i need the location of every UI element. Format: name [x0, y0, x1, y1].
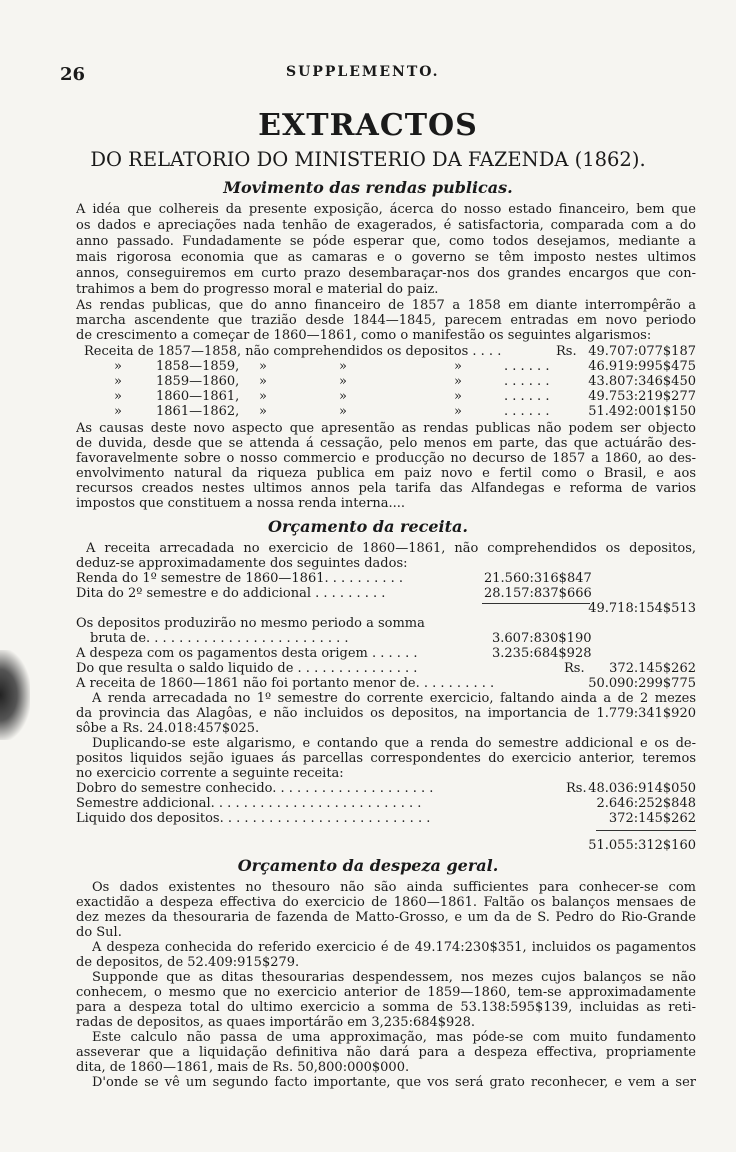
text-line: mais rigorosa economia que as camaras e o governo se têm imposto nestes ultimos: [76, 250, 696, 265]
text-line: A receita arrecadada no exercicio de 1860—1861, não comprehendidos os depositos,: [86, 541, 696, 556]
text-line: dita, de 1860—1861, mais de Rs. 50,800:000$000.: [76, 1060, 410, 1075]
running-title: SUPPLEMENTO.: [286, 64, 440, 80]
document-page: 26 SUPPLEMENTO. EXTRACTOS DO RELATORIO DO MINISTERIO DA FAZENDA (1862). Movimento das rendas publicas. A idéa que colhereis da presente exposição, ácerca do nosso estado financeiro, bem que os dados e apreciações nada tenhão de exagerados, é satisfactoria, comparada com a do anno passado. Fundadamente se póde esperar que, como todos desejamos, mediante a mais rigorosa economia que as camaras e o governo se têm imposto nestes ultimos annos, conseguiremos em curto prazo desembaraçar-nos dos grandes encargos que con- trahimos a bem do progresso moral e material do paiz. As rendas publicas, que do anno financeiro de 1857 a 1858 em diante interrompêrão a marcha ascendente que trazião desde 1844—1845, parecem entradas em novo periodo de crescimento a começar de 1860—1861, como o manifestão os seguintes algarismos: Receita de 1857—1858, não comprehendidos os depositos . . . . Rs. 49.707:077$187 » 1858—1859, » » » . . . . . . 46.919:995$475 » 1859—1860, » » » . . . . . . 43.807:346$450 » 1860—1861, » » » . . . . . . 49.753:219$277 » 1861—1862, » » » . . . . . . 51.492:001$150 As causas deste novo aspecto que apresentão as rendas publicas não podem ser objecto de duvida, desde que se attenda á cessação, pelo menos em parte, das que actuárão des- favoravelmente sobre o nosso commercio e producção no decurso de 1857 a 1860, ao des- envolvimento natural da riqueza publica em paiz novo e fertil como o Brasil, e aos recursos creados nestes ultimos annos pela tarifa das Alfandegas e reforma de varios impostos que constituem a nossa renda interna.... Orçamento da receita. A receita arrecadada no exercicio de 1860—1861, não comprehendidos os depositos, deduz-se approximadamente dos seguintes dados: Renda do 1º semestre de 1860—1861. . . . . . . . . . 21.560:316$847 Dita do 2º semestre e do addicional . . . . . . . . . 28.157:837$666 49.718:154$513 Os depositos produzirão no mesmo periodo a somma bruta de. . . . . . . . . . . . . . . . . . . . . . . . . 3.607:830$190 A despeza com os pagamentos desta origem . . . . . . 3.235:684$928 Do que resulta o saldo liquido de . . . . . . . . . . . . . . . Rs. 372.145$262 A receita de 1860—1861 não foi portanto menor de. . . . . . . . . . 50.090:299$775 A renda arrecadada no 1º semestre do corrente exercicio, faltando ainda a de 2 mezes da provincia das Alagôas, e não incluidos os depositos, na importancia de 1.779:341$920 sôbe a Rs. 24.018:457$025. Duplicando-se este algarismo, e contando que a renda do semestre addicional e os de- positos liquidos sejão iguaes ás parcellas correspondentes do exercicio anterior, teremos no exercicio corrente a seguinte receita: Dobro do semestre conhecido. . . . . . . . . . . . . . . . . . . . Rs. 48.036:914$050 Semestre addicional. . . . . . . . . . . . . . . . . . . . . . . . . . 2.646:252$848 Liquido dos depositos. . . . . . . . . . . . . . . . . . . . . . . . . . 372:145$262 51.055:312$160 Orçamento da despeza geral. Os dados existentes no thesouro não são ainda sufficientes para conhecer-se com exactidão a despeza effectiva do exercicio de 1860—1861. Faltão os balanços mensaes de dez mezes da thesouraria de fazenda de Matto-Grosso, e um da de S. Pedro do Rio-Grande do Sul. A despeza conhecida do referido exercicio é de 49.174:230$351, incluidos os pagamentos de depositos, de 52.409:915$279. Supponde que as ditas thesourarias despendessem, nos mezes cujos balanços se não conhecem, o mesmo que no exercicio anterior de 1859—1860, tem-se approximadamente para a despeza total do ultimo exercicio a somma de 53.138:595$139, incluidas as reti- radas de depositos, as quaes importárão em 3,235:684$928. Este calculo não passa de uma approximação, mas póde-se com muito fundamento asseverar que a liquidação definitiva não dará para a despeza effectiva, propriamente dita, de 1860—1861, mais de Rs. 50,800:000$000. D'onde se vê um segundo facto importante, que vos será grato reconhecer, e vem a ser: [0, 0, 736, 1152]
text-line: trahimos a bem do progresso moral e material do paiz.: [76, 282, 439, 297]
text-line: Os dados existentes no thesouro não são ainda sufficientes para conhecer-se com: [92, 880, 696, 895]
text-line: da provincia das Alagôas, e não incluidos os depositos, na importancia de 1.779:341$920: [76, 706, 696, 721]
text-line: envolvimento natural da riqueza publica em paiz novo e fertil como o Brasil, e aos: [76, 466, 696, 481]
section-heading-receita: Orçamento da receita.: [268, 517, 468, 536]
text-line: Supponde que as ditas thesourarias despendessem, nos mezes cujos balanços se não: [92, 970, 696, 985]
text-line: A despeza conhecida do referido exercicio é de 49.174:230$351, incluidos os pagamentos: [92, 940, 696, 955]
text-line: Os depositos produzirão no mesmo periodo a somma: [76, 616, 425, 631]
text-line: D'onde se vê um segundo facto importante, que vos será grato reconhecer, e vem a ser: [92, 1075, 696, 1090]
binding-shadow: [0, 650, 30, 740]
text-line: do Sul.: [76, 925, 122, 940]
text-line: As causas deste novo aspecto que apresentão as rendas publicas não podem ser objecto: [76, 421, 696, 436]
text-line: de depositos, de 52.409:915$279.: [76, 955, 300, 970]
page-number: 26: [60, 64, 86, 85]
text-line: sôbe a Rs. 24.018:457$025.: [76, 721, 260, 736]
text-line: Este calculo não passa de uma approximação, mas póde-se com muito fundamento: [92, 1030, 696, 1045]
text-line: annos, conseguiremos em curto prazo desembaraçar-nos dos grandes encargos que con-: [76, 266, 696, 281]
text-line: conhecem, o mesmo que no exercicio anterior de 1859—1860, tem-se approximadamente: [76, 985, 696, 1000]
section-heading-despeza: Orçamento da despeza geral.: [237, 856, 499, 875]
text-line: positos liquidos sejão iguaes ás parcellas correspondentes do exercicio anterior, teremos: [76, 751, 696, 766]
text-line: exactidão a despeza effectiva do exercicio de 1860—1861. Faltão os balanços mensaes de: [76, 895, 696, 910]
text-line: deduz-se approximadamente dos seguintes dados:: [76, 556, 408, 571]
text-line: A renda arrecadada no 1º semestre do corrente exercicio, faltando ainda a de 2 mezes: [92, 691, 696, 706]
subtitle: DO RELATORIO DO MINISTERIO DA FAZENDA (1862).: [90, 148, 646, 171]
sum-rule: [596, 830, 696, 831]
text-line: A idéa que colhereis da presente exposição, ácerca do nosso estado financeiro, bem que: [76, 202, 696, 217]
text-line: As rendas publicas, que do anno financeiro de 1857 a 1858 em diante interrompêrão a: [76, 298, 696, 313]
main-title: EXTRACTOS: [258, 108, 478, 143]
sum-rule: [482, 603, 590, 604]
text-line: no exercicio corrente a seguinte receita:: [76, 766, 344, 781]
text-line: de duvida, desde que se attenda á cessação, pelo menos em parte, das que actuárão des-: [76, 436, 696, 451]
text-line: favoravelmente sobre o nosso commercio e producção no decurso de 1857 a 1860, ao des-: [76, 451, 696, 466]
section-heading-movimento: Movimento das rendas publicas.: [223, 178, 513, 197]
text-line: anno passado. Fundadamente se póde esperar que, como todos desejamos, mediante a: [76, 234, 696, 249]
text-line: impostos que constituem a nossa renda interna....: [76, 496, 406, 511]
text-line: radas de depositos, as quaes importárão em 3,235:684$928.: [76, 1015, 475, 1030]
text-line: para a despeza total do ultimo exercicio a somma de 53.138:595$139, incluidas as reti-: [76, 1000, 696, 1015]
text-line: Duplicando-se este algarismo, e contando que a renda do semestre addicional e os de-: [92, 736, 696, 751]
text-line: asseverar que a liquidação definitiva não dará para a despeza effectiva, propriamente: [76, 1045, 696, 1060]
text-line: marcha ascendente que trazião desde 1844—1845, parecem entradas em novo periodo: [76, 313, 696, 328]
text-line: os dados e apreciações nada tenhão de exagerados, é satisfactoria, comparada com a do: [76, 218, 696, 233]
text-line: de crescimento a começar de 1860—1861, como o manifestão os seguintes algarismos:: [76, 328, 652, 343]
text-line: dez mezes da thesouraria de fazenda de Matto-Grosso, e um da de S. Pedro do Rio-Grande: [76, 910, 696, 925]
text-line: recursos creados nestes ultimos annos pela tarifa das Alfandegas e reforma de varios: [76, 481, 696, 496]
